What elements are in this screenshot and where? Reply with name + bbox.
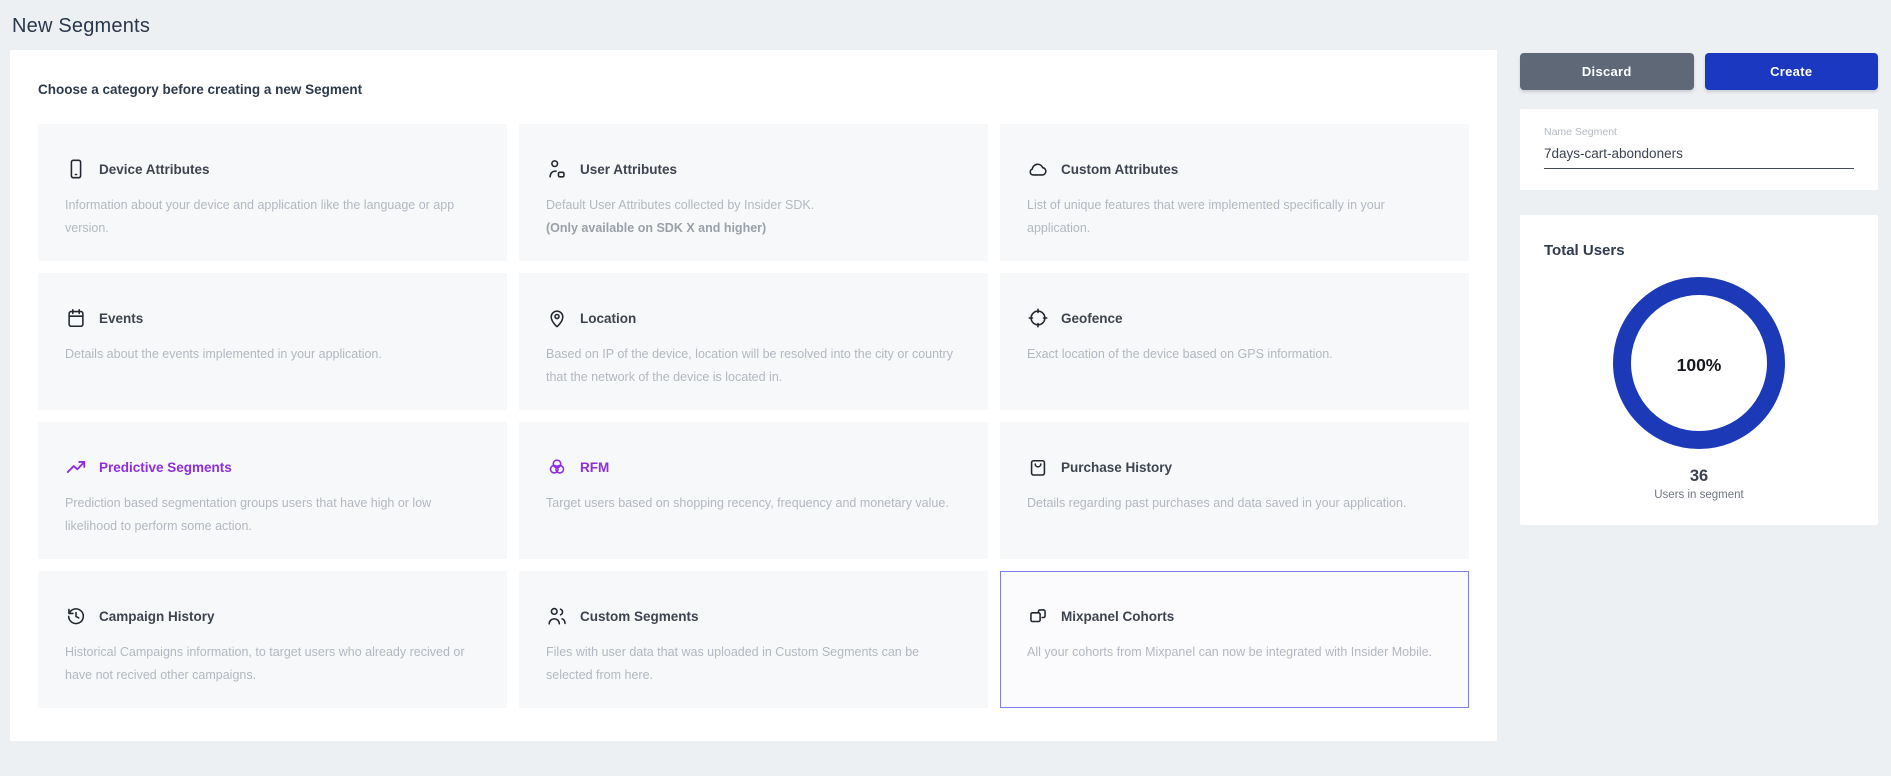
category-title: Custom Segments <box>580 608 699 624</box>
category-desc: Historical Campaigns information, to target users who already recived or have not recived other campaigns. <box>65 645 465 683</box>
name-segment-card <box>1520 109 1878 190</box>
category-card-head <box>65 456 480 478</box>
category-card-rfm[interactable] <box>519 422 988 559</box>
category-title: Mixpanel Cohorts <box>1061 608 1175 624</box>
category-desc: Details about the events implemented in your application. <box>65 347 382 361</box>
category-desc: Prediction based segmentation groups users that have high or low likelihood to perform some action. <box>65 496 432 534</box>
category-card-device-attributes[interactable] <box>38 124 507 261</box>
category-title: Device Attributes <box>99 161 210 177</box>
panel-heading: Choose a category before creating a new Segment <box>38 82 363 97</box>
category-card-campaign-history[interactable] <box>38 571 507 708</box>
users-count-caption: Users in segment <box>1654 489 1744 501</box>
category-card-head <box>546 456 961 478</box>
category-desc-note: (Only available on SDK X and higher) <box>546 221 767 236</box>
category-card-geofence[interactable] <box>1000 273 1469 410</box>
category-desc: Files with user data that was uploaded in Custom Segments can be selected from here. <box>546 645 920 683</box>
cloud-icon <box>1027 158 1049 180</box>
shopping-bag-icon <box>1027 456 1049 478</box>
category-card-events[interactable] <box>38 273 507 410</box>
category-card-head <box>1027 605 1442 627</box>
users-count: 36 <box>1689 467 1709 485</box>
category-title: Location <box>580 310 637 326</box>
category-title: Purchase History <box>1061 459 1173 475</box>
category-desc: Details regarding past purchases and data saved in your application. <box>1027 496 1407 510</box>
category-card-predictive-segments[interactable] <box>38 422 507 559</box>
sidebar <box>1520 50 1878 525</box>
category-card-head <box>65 605 480 627</box>
category-card-head <box>65 307 480 329</box>
cohorts-icon <box>1027 605 1049 627</box>
category-desc: Exact location of the device based on GPS information. <box>1027 347 1333 361</box>
category-title: User Attributes <box>580 161 678 177</box>
total-users-card <box>1520 215 1878 525</box>
trending-up-icon <box>65 456 87 478</box>
create-button[interactable]: Create <box>1705 53 1879 90</box>
category-title: Predictive Segments <box>99 459 232 475</box>
category-card-custom-attributes[interactable] <box>1000 124 1469 261</box>
category-card-custom-segments[interactable] <box>519 571 988 708</box>
donut-percent-label: 100% <box>1676 355 1722 375</box>
category-card-head <box>1027 456 1442 478</box>
page-title: New Segments <box>12 15 151 37</box>
total-users-donut <box>1613 277 1785 454</box>
category-desc: Information about your device and application like the language or app version. <box>65 198 455 236</box>
category-card-user-attributes[interactable] <box>519 124 988 261</box>
category-card-head <box>546 158 961 180</box>
discard-button[interactable]: Discard <box>1520 53 1694 90</box>
category-card-mixpanel-cohorts[interactable] <box>1000 571 1469 708</box>
layout <box>0 50 1891 741</box>
name-segment-input[interactable] <box>1544 146 1854 169</box>
total-users-title: Total Users <box>1544 242 1625 259</box>
category-desc: Target users based on shopping recency, frequency and monetary value. <box>546 496 949 510</box>
category-title: Geofence <box>1061 310 1123 326</box>
category-title: RFM <box>580 459 610 475</box>
category-desc: List of unique features that were implemented specifically in your application. <box>1027 198 1385 236</box>
history-icon <box>65 605 87 627</box>
category-title: Custom Attributes <box>1061 161 1179 177</box>
category-panel <box>10 50 1497 741</box>
action-buttons <box>1520 53 1878 90</box>
category-desc: Based on IP of the device, location will be resolved into the city or country that the network of the device is located in. <box>546 347 953 385</box>
users-icon <box>546 605 568 627</box>
crosshair-icon <box>1027 307 1049 329</box>
category-card-location[interactable] <box>519 273 988 410</box>
category-card-head <box>546 307 961 329</box>
category-card-head <box>1027 307 1442 329</box>
venn-icon <box>546 456 568 478</box>
map-pin-icon <box>546 307 568 329</box>
category-card-head <box>1027 158 1442 180</box>
category-grid <box>38 124 1469 708</box>
name-segment-label: Name Segment <box>1544 126 1617 138</box>
category-title: Events <box>99 310 144 326</box>
device-icon <box>65 158 87 180</box>
user-icon <box>546 158 568 180</box>
calendar-icon <box>65 307 87 329</box>
category-title: Campaign History <box>99 608 215 624</box>
category-desc: Default User Attributes collected by Insider SDK. <box>546 198 815 212</box>
category-card-purchase-history[interactable] <box>1000 422 1469 559</box>
category-desc: All your cohorts from Mixpanel can now be integrated with Insider Mobile. <box>1027 645 1433 659</box>
category-card-head <box>65 158 480 180</box>
category-card-head <box>546 605 961 627</box>
